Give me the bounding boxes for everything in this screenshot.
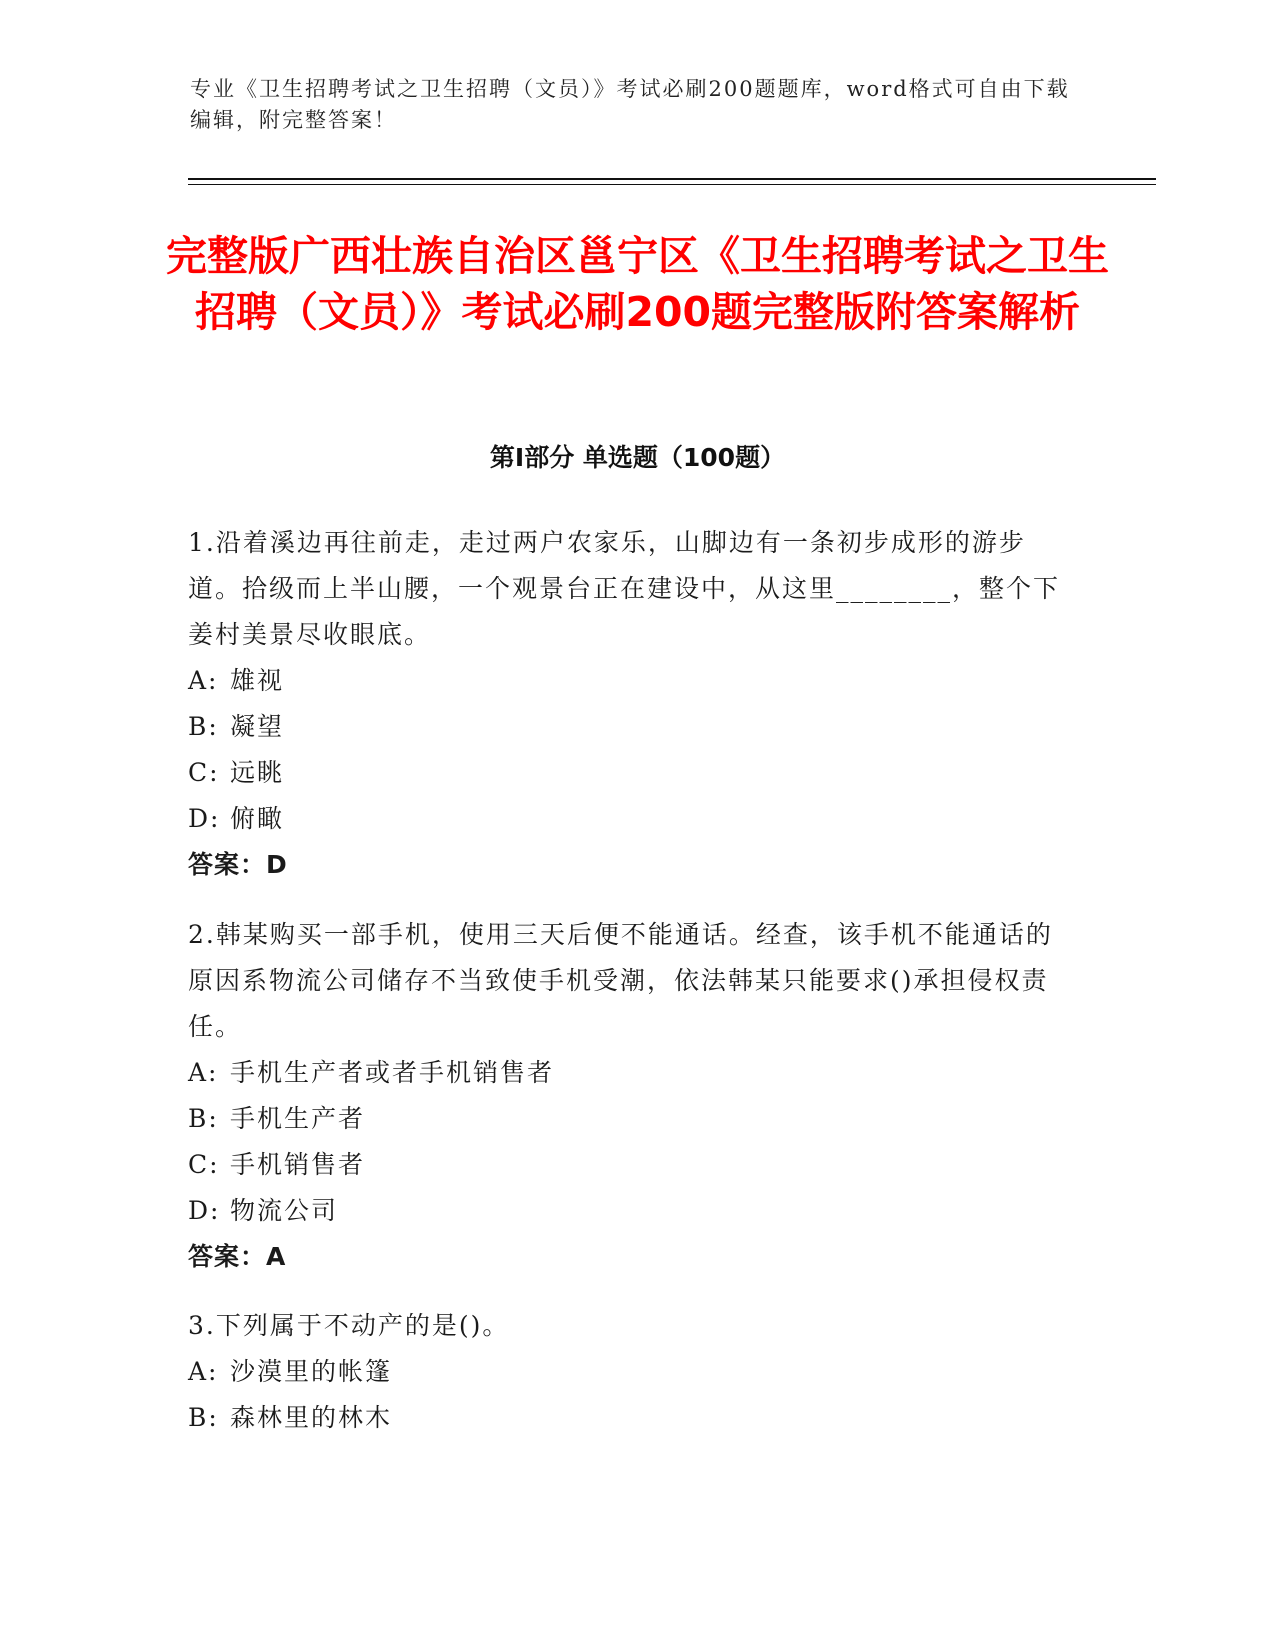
header-divider-thin: [188, 184, 1156, 185]
answer: 答案：D: [188, 850, 288, 879]
answer: 答案：A: [188, 1242, 287, 1271]
header-divider-thick: [188, 178, 1156, 180]
question-1: [188, 520, 1068, 888]
option-letter: A:: [188, 666, 219, 695]
option-letter: D:: [188, 804, 221, 833]
option-text: 凝望: [230, 712, 285, 741]
option-b: [188, 1096, 1068, 1142]
option-c: [188, 1142, 1068, 1188]
question-2: [188, 912, 1068, 1280]
option-letter: C:: [188, 1150, 220, 1179]
question-stem: 2.韩某购买一部手机，使用三天后便不能通话。经查，该手机不能通话的原因系物流公司储存不当致使手机受潮，依法韩某只能要求()承担侵权责任。: [188, 920, 1053, 1041]
option-text: 手机销售者: [230, 1150, 366, 1179]
header-note: 专业《卫生招聘考试之卫生招聘（文员）》考试必刷200题题库，word格式可自由下载编辑，附完整答案！: [190, 77, 1070, 132]
option-text: 手机生产者: [230, 1104, 366, 1133]
option-letter: A:: [188, 1357, 219, 1386]
option-text: 手机生产者或者手机销售者: [230, 1058, 555, 1087]
option-a: [188, 1349, 1068, 1395]
option-letter: B:: [188, 712, 219, 741]
option-letter: C:: [188, 758, 220, 787]
option-text: 雄视: [230, 666, 285, 695]
question-stem: 3.下列属于不动产的是()。: [188, 1311, 510, 1340]
option-b: [188, 704, 1068, 750]
option-text: 远眺: [230, 758, 285, 787]
option-text: 物流公司: [230, 1196, 339, 1225]
option-letter: B:: [188, 1104, 219, 1133]
option-text: 沙漠里的帐篷: [230, 1357, 393, 1386]
option-d: [188, 796, 1068, 842]
question-3: [188, 1303, 1068, 1441]
option-letter: D:: [188, 1196, 221, 1225]
document-title: 完整版广西壮族自治区邕宁区《卫生招聘考试之卫生招聘（文员）》考试必刷200题完整版附答案解析: [166, 232, 1109, 336]
option-letter: B:: [188, 1403, 219, 1432]
option-b: [188, 1395, 1068, 1441]
option-letter: A:: [188, 1058, 219, 1087]
option-a: [188, 1050, 1068, 1096]
option-text: 俯瞰: [230, 804, 285, 833]
option-c: [188, 750, 1068, 796]
question-stem: 1.沿着溪边再往前走，走过两户农家乐，山脚边有一条初步成形的游步道。拾级而上半山腰，一个观景台正在建设中，从这里________，整个下姜村美景尽收眼底。: [188, 528, 1061, 649]
option-text: 森林里的林木: [230, 1403, 393, 1432]
option-a: [188, 658, 1068, 704]
option-d: [188, 1188, 1068, 1234]
section-heading: 第Ⅰ部分 单选题（100题）: [489, 443, 786, 472]
